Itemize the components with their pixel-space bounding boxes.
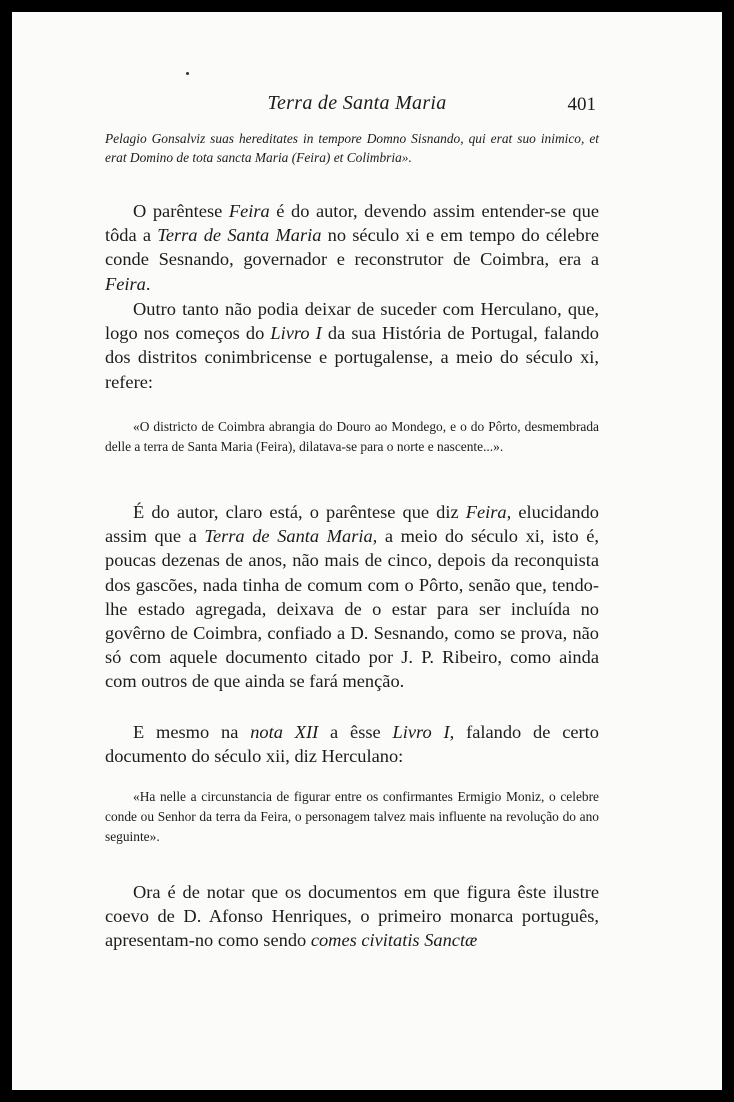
page-number: 401 (567, 94, 596, 115)
paragraph-4-italic-1: nota XII (250, 722, 319, 742)
paragraph-3-italic-2: Terra de Santa Maria, (204, 526, 378, 547)
paragraph-1-text-1: O parêntese (133, 201, 229, 221)
paragraph-5-text-1: Ora é de notar que os documentos em que figura êste ilustre coevo de D. Afonso Henriques, o primeiro monarca português, apresentam-no como sendo (105, 882, 599, 951)
paragraph-4-text-1: E mesmo na (133, 722, 251, 742)
paragraph-1-italic-1: Feira (228, 201, 270, 221)
paragraph-1-text-4: . (145, 273, 151, 294)
page-header (12, 92, 722, 122)
paragraph-3 (105, 500, 599, 694)
paragraph-1-text-2: é do autor, devendo assim entender-se que tôda a (105, 201, 599, 246)
paragraph-4-italic-2: Livro I, (392, 722, 455, 742)
paragraph-1-italic-3: Feira (105, 273, 146, 294)
paragraph-3-text-2: elucidando assim que a (105, 502, 599, 547)
paragraph-2-text-1: Outro tanto não podia deixar de suceder com Herculano, que, logo nos começos do (105, 299, 599, 344)
paragraph-3-text-3: a meio do século xi, isto é, poucas dezenas de anos, não mais de cinco, depois da reconquista dos gascões, nada tinha de comum com o Pôrto, senão que, tendo-lhe estado agregada, deixava de o estar para ser incluída no govêrno de Coimbra, confiado a D. Sesnando, como se prova, não só com aquele documento citado por J. P. Ribeiro, como ainda com outros de que ainda se fará menção. (105, 526, 600, 692)
paragraph-1 (105, 199, 599, 296)
paragraph-2-text-2: da sua História de Portugal, falando dos distritos conimbricense e portugalense, a meio do século xi, refere: (105, 323, 599, 392)
book-page (12, 12, 722, 1090)
paragraph-2 (105, 297, 599, 394)
paragraph-5-italic-1: comes civitatis Sanctæ (310, 930, 478, 951)
paragraph-1-text-3: no século xi e em tempo do célebre conde Sesnando, governador e reconstrutor de Coimbra, era a (105, 225, 599, 270)
running-title: Terra de Santa Maria (267, 92, 447, 114)
paragraph-5 (105, 880, 599, 953)
paragraph-4-text-3: falando de certo documento do século xii, diz Herculano: (105, 722, 599, 767)
paragraph-4 (105, 720, 599, 768)
paragraph-3-text-1: É do autor, claro está, o parêntese que diz (133, 502, 466, 522)
quote-2: «Ha nelle a circunstancia de figurar entre os confirmantes Ermigio Moniz, o celebre conde ou Senhor da terra da Feira, o personagem talvez mais influente na revolução do ano seguinte». (105, 789, 599, 844)
print-speck (186, 72, 189, 75)
paragraph-3-italic-1: Feira, (465, 502, 512, 522)
paragraph-4-text-2: a êsse (318, 722, 393, 742)
footnote-continuation: Pelagio Gonsalviz suas hereditates in tempore Domno Sisnando, qui erat suo inimico, et erat Domino de tota sancta Maria (Feira) et Colimbria». (105, 131, 599, 165)
paragraph-2-italic-1: Livro I (270, 323, 322, 344)
quote-1: «O districto de Coimbra abrangia do Douro ao Mondego, e o do Pôrto, desmembrada delle a terra de Santa Maria (Feira), dilatava-se para o norte e nascente...». (105, 419, 599, 454)
paragraph-1-italic-2: Terra de Santa Maria (157, 225, 322, 246)
